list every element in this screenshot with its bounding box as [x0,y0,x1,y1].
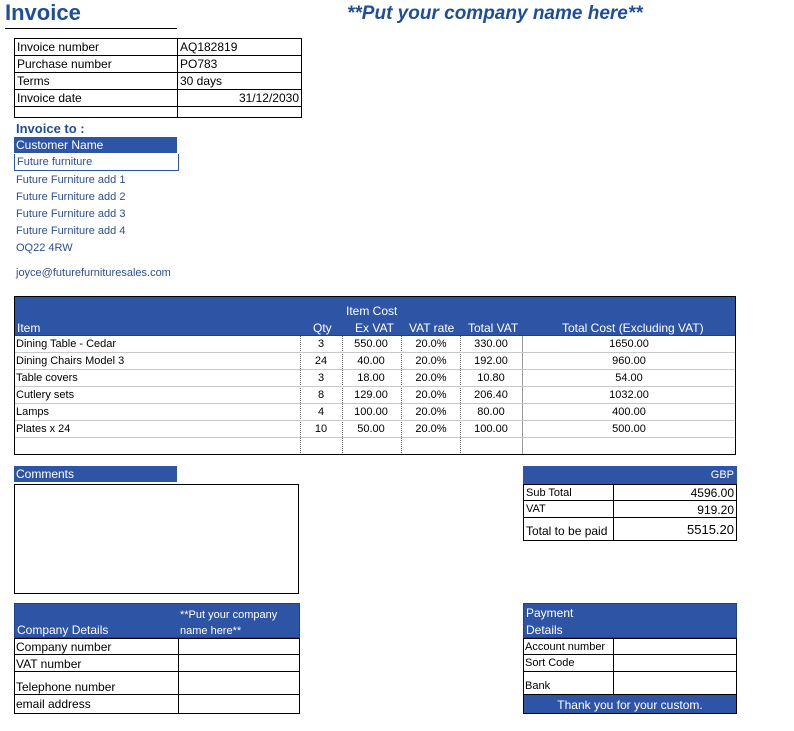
customer-name-header: Customer Name [14,137,177,153]
table-row-empty[interactable] [14,438,736,455]
item-ex-vat: 550.00 [354,338,388,350]
sort-code-row[interactable] [523,654,737,672]
item-total-cost: 1650.00 [609,338,649,350]
col-ex-vat: Ex VAT [355,321,394,335]
address-line-2[interactable]: Future Furniture add 2 [16,191,126,203]
item-qty: 3 [317,338,325,350]
item-vat-rate: 20.0% [415,389,447,401]
col-vat-rate: VAT rate [409,321,455,335]
page-title: Invoice [5,0,81,25]
bank-label: Bank [525,680,551,692]
col-qty: Qty [313,321,332,335]
vat-number-label: VAT number [16,657,82,671]
cell-divider [613,672,614,694]
item-total-vat: 80.00 [477,406,505,418]
invoice-date-row [15,90,302,107]
comments-header: Comments [14,466,177,482]
item-total-vat: 330.00 [474,338,508,350]
item-total-vat: 10.80 [477,372,505,384]
terms-row [15,73,302,90]
cell-divider [178,695,179,713]
cell-divider [613,518,614,540]
title-underline [5,28,177,29]
blank-cell[interactable] [178,107,302,118]
cell-divider [613,639,614,654]
item-name: Dining Table - Cedar [16,338,117,350]
item-ex-vat: 40.00 [357,355,385,367]
table-row[interactable] [14,370,736,387]
company-name-placeholder[interactable]: **Put your company name here** [347,3,643,24]
item-vat-rate: 20.0% [415,372,447,384]
thank-you-banner: Thank you for your custom. [523,694,737,714]
telephone-label: Telephone number [16,680,116,694]
company-number-row[interactable] [14,638,300,655]
invoice-to-label: Invoice to : [16,121,85,136]
table-row[interactable] [14,421,736,438]
item-vat-rate: 20.0% [415,338,447,350]
item-total-vat: 100.00 [474,423,508,435]
invoice-number-row [15,39,302,56]
account-number-row[interactable] [523,638,737,655]
comments-box[interactable] [14,484,299,594]
sub-total-label: Sub Total [526,487,572,499]
bank-row[interactable] [523,671,737,695]
vat-label: VAT [526,503,546,515]
invoice-info-blank-row [15,107,302,118]
cell-divider [178,672,179,694]
vat-number-row[interactable] [14,654,300,672]
total-row [523,517,737,541]
item-ex-vat: 100.00 [354,406,388,418]
company-details-placeholder[interactable]: **Put your company name here** [180,609,278,637]
item-total-cost: 54.00 [615,372,643,384]
item-cost-group-header: Item Cost [346,304,398,318]
item-ex-vat: 129.00 [354,389,388,401]
currency-header: GBP [523,466,737,484]
cell-divider [178,639,179,654]
item-total-cost: 400.00 [612,406,646,418]
terms-label: Terms [15,73,178,90]
sub-total-value: 4596.00 [690,486,734,500]
item-name: Table covers [16,372,78,384]
address-line-3[interactable]: Future Furniture add 3 [16,208,126,220]
invoice-info-table [14,38,302,118]
total-label: Total to be paid [526,524,608,538]
item-total-vat: 192.00 [474,355,508,367]
payment-label-line2: Details [526,623,563,637]
item-qty: 24 [314,355,328,367]
vat-value: 919.20 [697,503,734,517]
terms-value[interactable]: 30 days [178,73,302,90]
table-row[interactable] [14,353,736,370]
item-name: Lamps [16,406,50,418]
item-total-cost: 960.00 [612,355,646,367]
item-name: Dining Chairs Model 3 [16,355,125,367]
table-row[interactable] [14,336,736,353]
total-value: 5515.20 [687,522,734,537]
item-qty: 3 [317,372,325,384]
item-vat-rate: 20.0% [415,355,447,367]
table-row[interactable] [14,404,736,421]
cell-divider [613,485,614,500]
postcode[interactable]: OQ22 4RW [16,242,73,254]
customer-email[interactable]: joyce@futurefurnituresales.com [16,267,171,279]
customer-name-value[interactable]: Future furniture [14,154,179,171]
purchase-number-value[interactable]: PO783 [178,56,302,73]
email-row[interactable] [14,694,300,714]
sort-code-label: Sort Code [525,657,575,669]
invoice-number-value[interactable]: AQ182819 [178,39,302,56]
item-ex-vat: 18.00 [357,372,385,384]
payment-label-line1: Payment [526,606,574,620]
address-line-1[interactable]: Future Furniture add 1 [16,174,126,186]
item-total-vat: 206.40 [474,389,508,401]
item-total-cost: 1032.00 [609,389,649,401]
invoice-date-label: Invoice date [15,90,178,107]
items-table-header [14,296,736,336]
item-qty: 10 [314,423,328,435]
purchase-number-row [15,56,302,73]
cell-divider [613,501,614,517]
item-total-cost: 500.00 [612,423,646,435]
item-name: Plates x 24 [16,423,71,435]
company-details-label: Company Details [17,623,109,637]
col-total-cost: Total Cost (Excluding VAT) [562,321,704,335]
invoice-number-label: Invoice number [15,39,178,56]
item-ex-vat: 50.00 [357,423,385,435]
account-number-label: Account number [525,641,606,653]
blank-cell[interactable] [15,107,178,118]
email-label: email address [16,697,91,711]
vat-row [523,500,737,518]
invoice-date-value[interactable]: 31/12/2030 [178,90,302,107]
col-item: Item [17,321,41,335]
item-vat-rate: 20.0% [415,406,447,418]
sub-total-row [523,484,737,501]
purchase-number-label: Purchase number [15,56,178,73]
item-vat-rate: 20.0% [415,423,447,435]
item-qty: 4 [317,406,325,418]
address-line-4[interactable]: Future Furniture add 4 [16,225,126,237]
cell-divider [613,655,614,671]
telephone-row[interactable] [14,671,300,695]
item-name: Cutlery sets [16,389,75,401]
company-details-header [14,603,300,638]
item-qty: 8 [317,389,325,401]
payment-details-header [523,603,737,638]
cell-divider [178,655,179,671]
company-number-label: Company number [16,640,112,654]
table-row[interactable] [14,387,736,404]
col-total-vat: Total VAT [468,321,519,335]
